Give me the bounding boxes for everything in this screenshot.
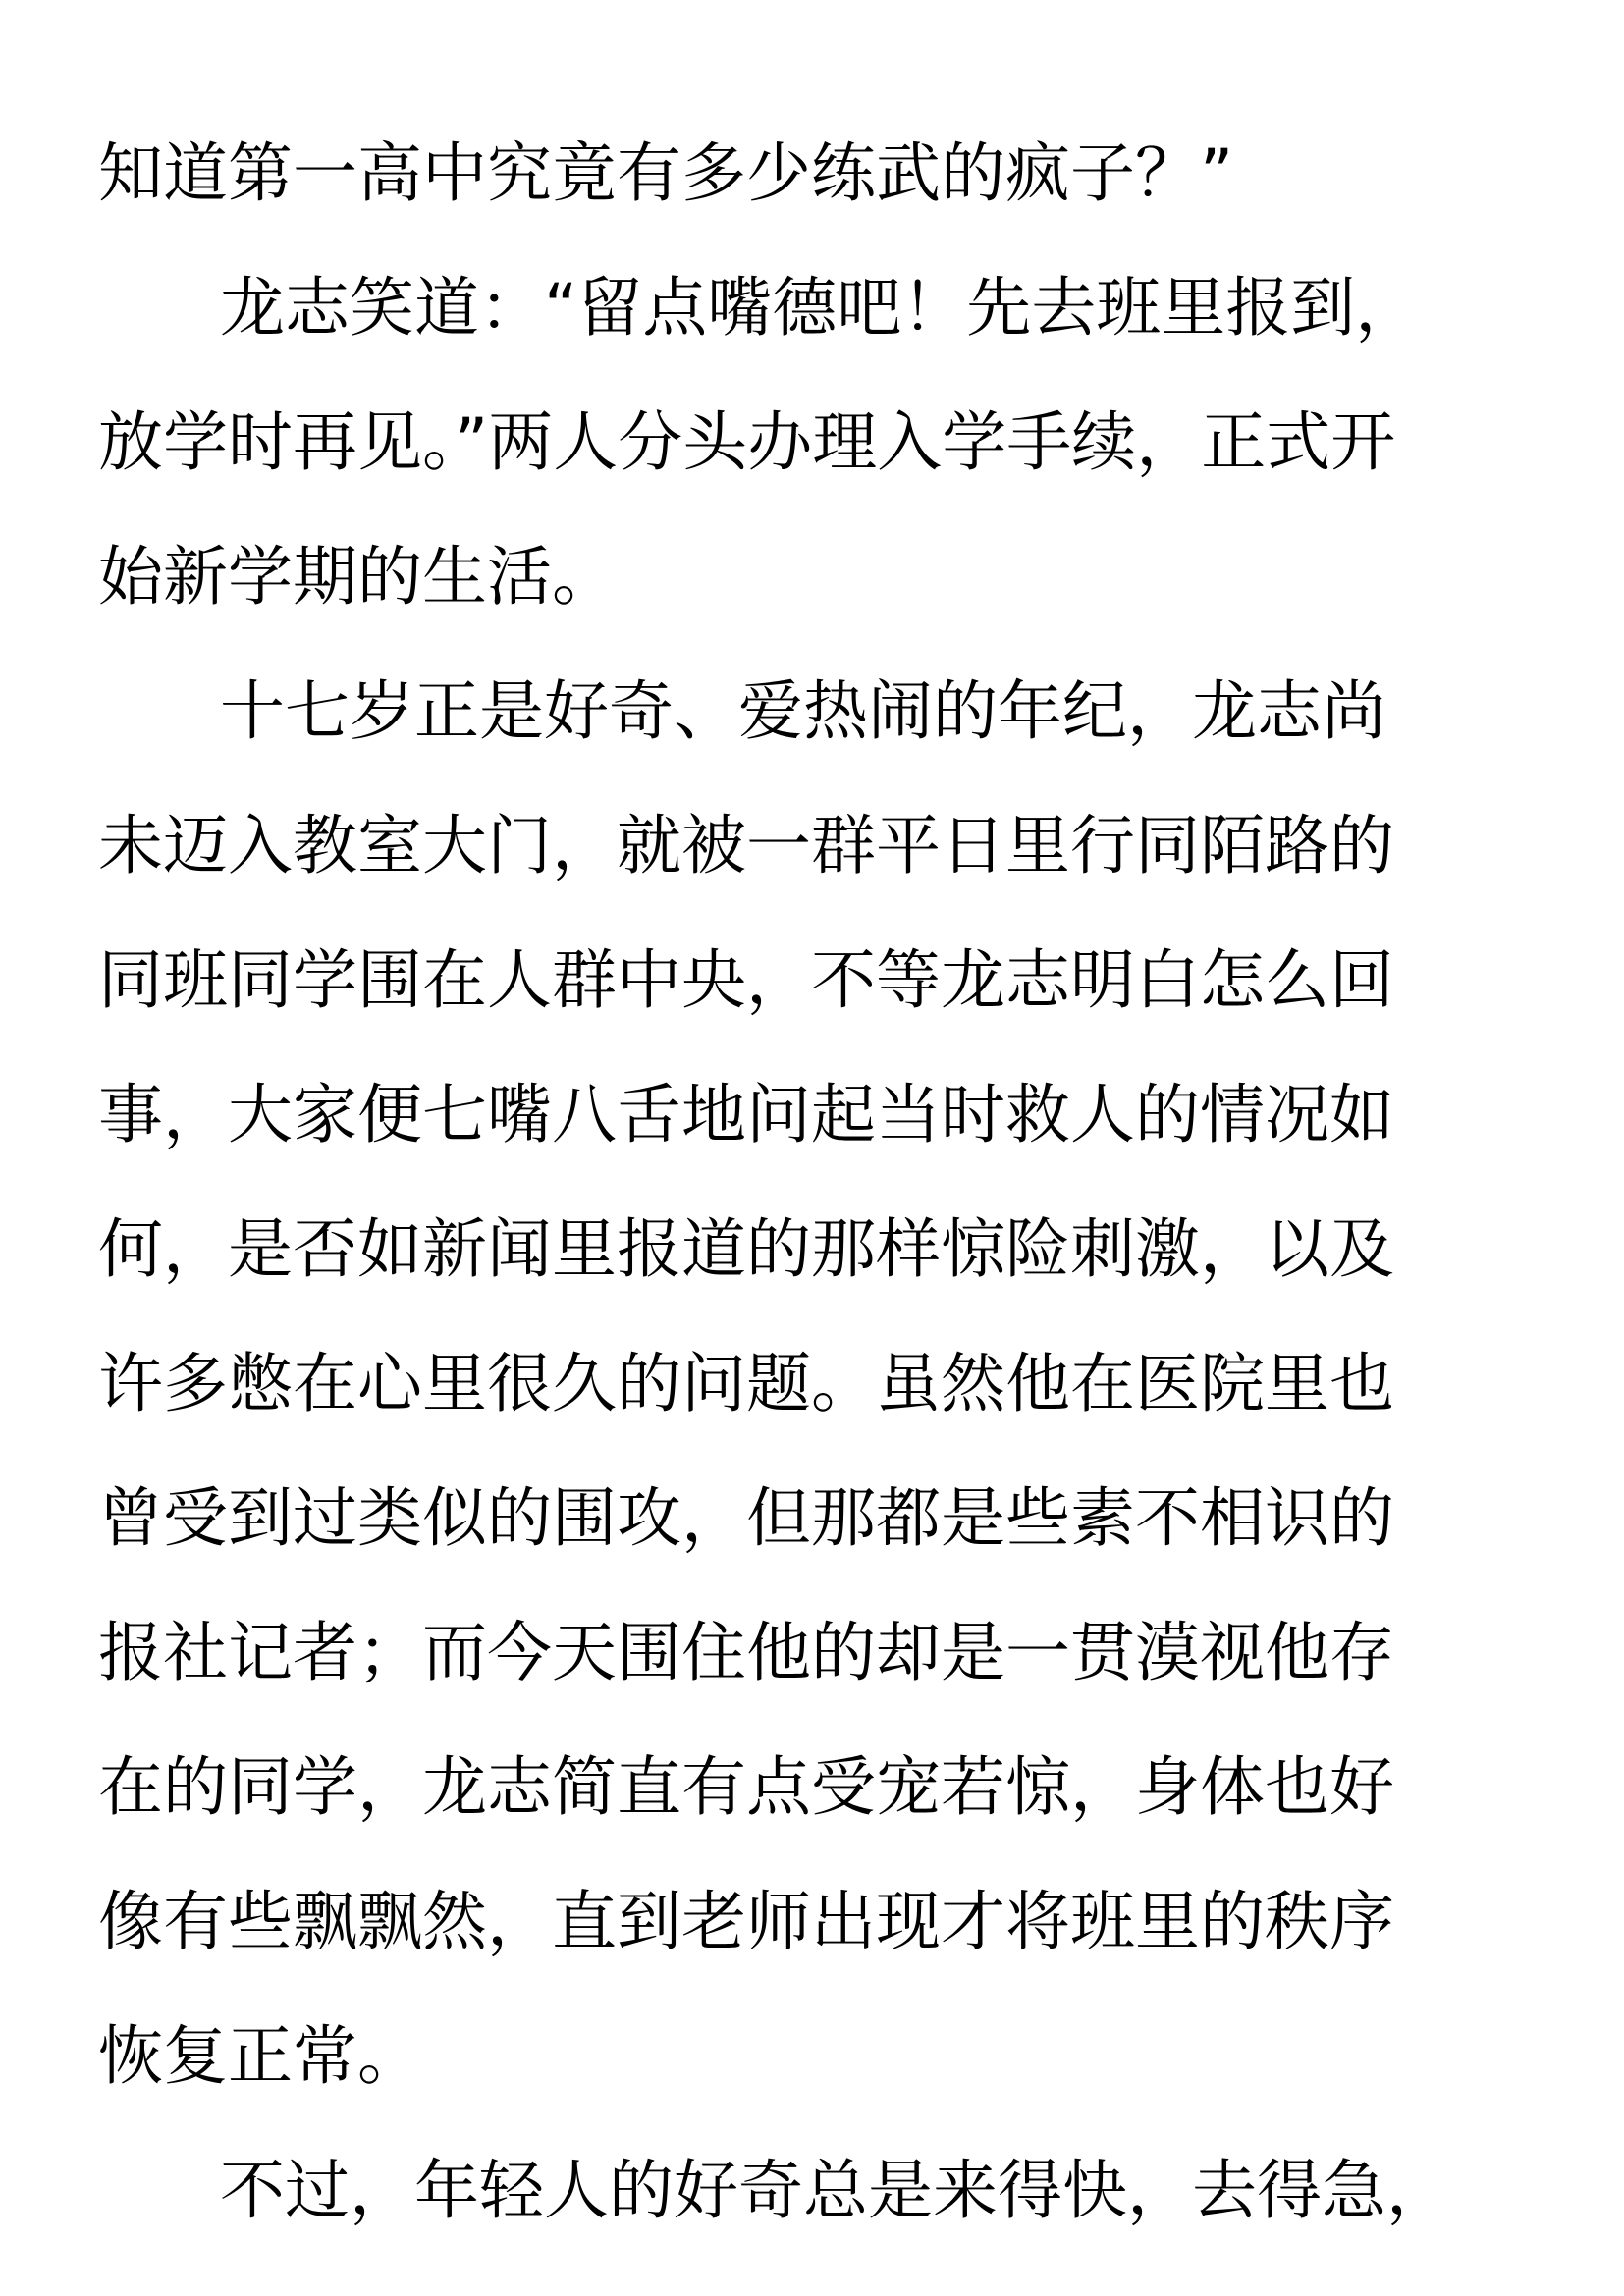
paragraph-start-line: 不过，年轻人的好奇总是来得快，去得急， xyxy=(220,2153,1451,2228)
text-line: 像有些飘飘然，直到老师出现才将班里的秩序 xyxy=(98,1884,1394,1959)
paragraph-start-line: 龙志笑道：“留点嘴德吧！先去班里报到， xyxy=(220,270,1421,346)
text-line: 报社记者；而今天围住他的却是一贯漠视他存 xyxy=(98,1615,1394,1690)
paragraph-start-line: 十七岁正是好奇、爱热闹的年纪，龙志尚 xyxy=(220,673,1386,749)
body-text xyxy=(98,106,1551,2258)
text-line: 恢复正常。 xyxy=(98,2018,422,2094)
text-line: 知道第一高中究竟有多少练武的疯子？” xyxy=(98,135,1234,211)
text-line: 放学时再见。”两人分头办理入学手续，正式开 xyxy=(98,404,1396,480)
text-line: 曾受到过类似的围攻，但那都是些素不相识的 xyxy=(98,1480,1394,1556)
text-line: 何，是否如新闻里报道的那样惊险刺激，以及 xyxy=(98,1211,1394,1287)
text-line: 未迈入教室大门，就被一群平日里行同陌路的 xyxy=(98,808,1394,883)
text-line: 在的同学，龙志简直有点受宠若惊，身体也好 xyxy=(98,1749,1394,1825)
text-line: 事，大家便七嘴八舌地问起当时救人的情况如 xyxy=(98,1077,1394,1152)
text-line: 始新学期的生活。 xyxy=(98,539,617,614)
text-line: 同班同学围在人群中央，不等龙志明白怎么回 xyxy=(98,942,1394,1018)
text-line: 许多憋在心里很久的问题。虽然他在医院里也 xyxy=(98,1346,1394,1421)
